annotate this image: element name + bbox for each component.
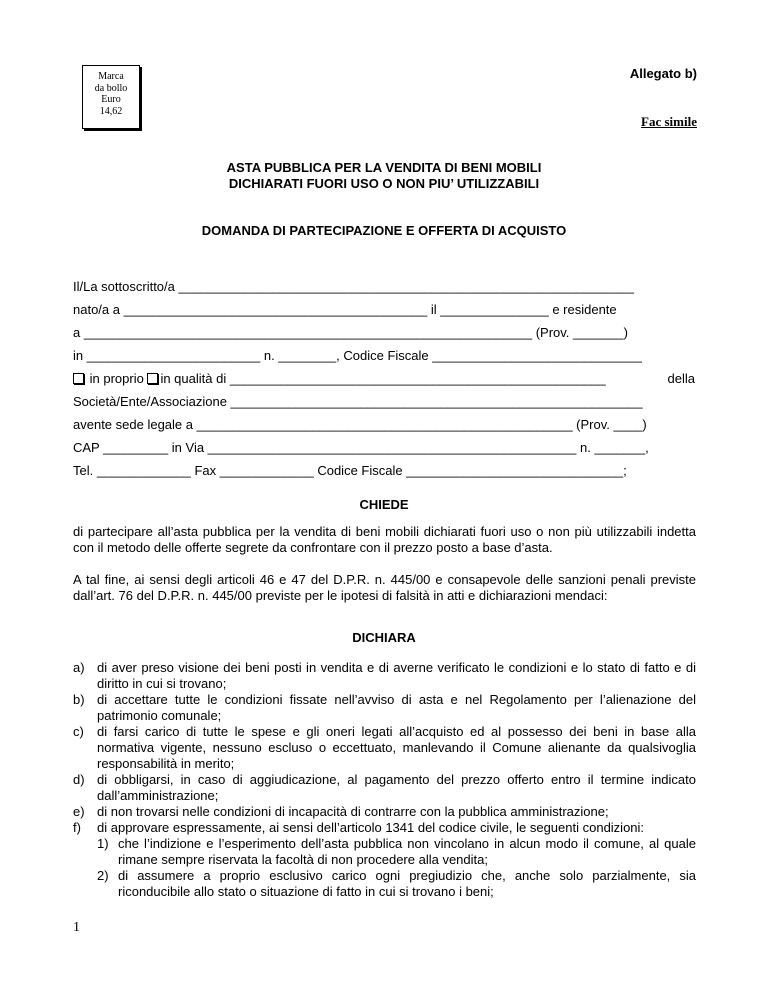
list-item-text: di obbligarsi, in caso di aggiudicazione, al pagamento del prezzo offerto entro il termine indicato dall’amministrazione; bbox=[97, 772, 696, 803]
declaration-list bbox=[73, 660, 696, 900]
list-item-label: c) bbox=[73, 724, 84, 739]
list-item-label: e) bbox=[73, 804, 85, 819]
list-item bbox=[73, 660, 696, 692]
checkbox-icon[interactable] bbox=[73, 373, 84, 384]
sublist-item bbox=[97, 836, 696, 868]
document-subtitle: DOMANDA DI PARTECIPAZIONE E OFFERTA DI ACQUISTO bbox=[201, 223, 567, 238]
sublist-item-text: che l’indizione e l’esperimento dell’asta pubblica non vincolano in alcun modo il comune, al quale rimane sempre riservata la facoltà di non procedere alla vendita; bbox=[118, 836, 696, 867]
document-title-line-1: ASTA PUBBLICA PER LA VENDITA DI BENI MOBILI bbox=[226, 160, 542, 175]
page-number: 1 bbox=[73, 920, 80, 935]
form-line-capacity-end: della bbox=[667, 371, 695, 386]
list-item bbox=[73, 724, 696, 772]
stamp-line: Euro bbox=[101, 94, 121, 105]
list-item bbox=[73, 804, 696, 820]
sublist-item bbox=[97, 868, 696, 900]
sublist-item-label: 1) bbox=[97, 836, 109, 851]
intro-paragraph: A tal fine, ai sensi degli articoli 46 e 47 del D.P.R. n. 445/00 e consapevole delle sanzioni penali previste dall’art. 76 del D.P.R. n. 445/00 previste per le ipotesi di falsità in atti e dichiarazioni mendaci: bbox=[73, 572, 696, 603]
option-in-proprio: in proprio bbox=[89, 371, 144, 386]
attachment-label: Allegato b) bbox=[629, 66, 697, 81]
facsimile-label: Fac simile bbox=[641, 114, 697, 129]
form-line-company: Società/Ente/Associazione _________________________________________________________ bbox=[73, 394, 643, 409]
sublist-item-text: di assumere a proprio esclusivo carico ogni pregiudizio che, anche solo parzialmente, sia riconducibile allo stato o situazione di fatto in cui si trovano i beni; bbox=[118, 868, 696, 899]
list-item-text: di approvare espressamente, ai sensi dell’articolo 1341 del codice civile, le seguenti condizioni: bbox=[97, 820, 645, 835]
section-heading-chiede: CHIEDE bbox=[359, 497, 409, 512]
section-heading-dichiara: DICHIARA bbox=[352, 630, 416, 645]
list-item bbox=[73, 692, 696, 724]
form-line-legal-seat: avente sede legale a ____________________________________________________ (Prov. ____) bbox=[73, 417, 647, 432]
list-item-text: di farsi carico di tutte le spese e gli oneri legati all’acquisto ed al possesso dei beni in base alla normativa vigente, nessuno escluso o eccettuato, manlevando il Comune alienante da qualsivoglia responsabilità in merito; bbox=[97, 724, 696, 771]
form-line-contacts: Tel. _____________ Fax _____________ Codice Fiscale ______________________________; bbox=[73, 463, 627, 478]
option-in-qualita: in qualità di ____________________________________________________ bbox=[160, 371, 606, 386]
form-line-name: Il/La sottoscritto/a _______________________________________________________________ bbox=[73, 279, 634, 294]
form-line-residence: a ______________________________________________________________ (Prov. _______) bbox=[73, 325, 628, 340]
chiede-paragraph: di partecipare all’asta pubblica per la vendita di beni mobili dichiarati fuori uso o non più utilizzabili indetta con il metodo delle offerte segrete da confrontare con il prezzo posto a base d’asta. bbox=[73, 524, 696, 555]
revenue-stamp-box bbox=[82, 65, 140, 129]
list-item-label: a) bbox=[73, 660, 85, 675]
conditions-sublist bbox=[97, 836, 696, 900]
list-item-text: di accettare tutte le condizioni fissate nell’avviso di asta e nel Regolamento per l’alienazione del patrimonio comunale; bbox=[97, 692, 696, 723]
stamp-line: 14,62 bbox=[99, 105, 123, 117]
list-item-text: di aver preso visione dei beni posti in vendita e di averne verificato le condizioni e lo stato di fatto e di diritto in cui si trovano; bbox=[97, 660, 696, 691]
form-line-cap-street: CAP _________ in Via ___________________________________________________ n. _______, bbox=[73, 440, 649, 455]
list-item-label: d) bbox=[73, 772, 85, 787]
checkbox-icon[interactable] bbox=[147, 373, 158, 384]
list-item-label: f) bbox=[73, 820, 81, 835]
list-item-text: di non trovarsi nelle condizioni di incapacità di contrarre con la pubblica amministrazione; bbox=[97, 804, 609, 819]
form-line-address: in ________________________ n. ________, Codice Fiscale _____________________________ bbox=[73, 348, 642, 363]
stamp-line: Marca bbox=[98, 71, 124, 82]
document-title-line-2: DICHIARATI FUORI USO O NON PIU’ UTILIZZABILI bbox=[228, 176, 540, 191]
form-line-capacity bbox=[73, 371, 695, 387]
list-item bbox=[73, 772, 696, 804]
list-item bbox=[73, 820, 696, 900]
sublist-item-label: 2) bbox=[97, 868, 109, 883]
list-item-label: b) bbox=[73, 692, 85, 707]
stamp-line: da bollo bbox=[94, 82, 128, 94]
form-line-birthplace: nato/a a __________________________________________ il _______________ e residente bbox=[73, 302, 617, 317]
